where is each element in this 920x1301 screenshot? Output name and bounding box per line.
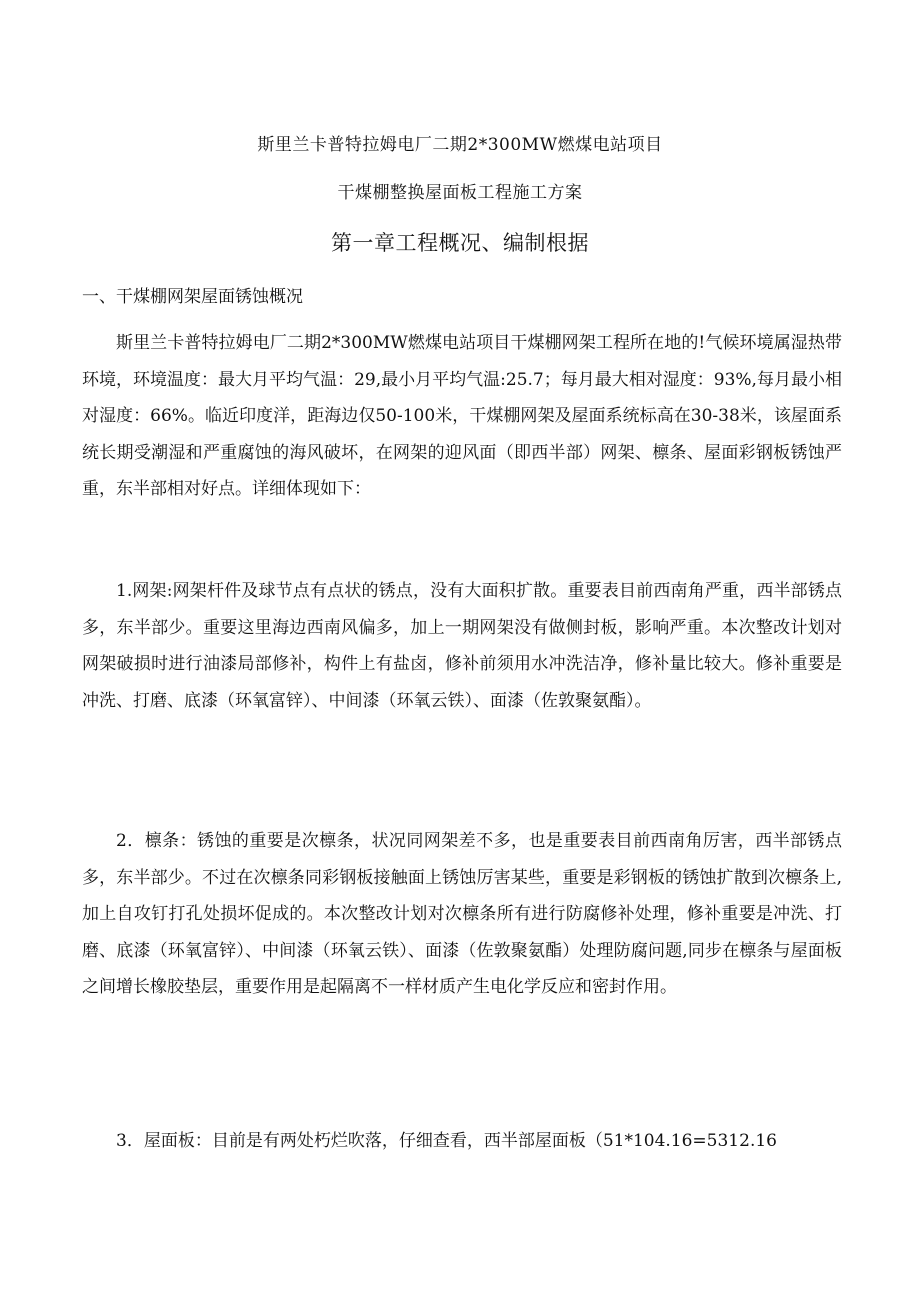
paragraph-purlins: 2．檩条：锈蚀的重要是次檩条，状况同网架差不多，也是重要表目前西南角厉害，西半部锈点多，东半部少。不过在次檩条同彩钢板接触面上锈蚀厉害某些，重要是彩钢板的锈蚀扩散到次檩条上,加上自攻钉打孔处损坏促成的。本次整改计划对次檩条所有进行防腐修补处理，修补重要是冲洗、打磨、底漆（环氧富锌）、中间漆（环氧云铁）、面漆（佐敦聚氨酯）处理防腐问题,同步在檩条与屋面板之间增长橡胶垫层，重要作用是起隔离不一样材质产生电化学反应和密封作用。 — [82, 831, 842, 997]
section-heading: 一、干煤棚网架屋面锈蚀概况 — [82, 287, 303, 307]
paragraph-overview: 斯里兰卡普特拉姆电厂二期2*300MW燃煤电站项目干煤棚网架工程所在地的!气候环境属湿热带环境，环境温度：最大月平均气温：29,最小月平均气温:25.7；每月最大相对湿度：93%,每月最小相对湿度：66%。临近印度洋，距海边仅50-100米，干煤棚网架及屋面系统标高在30-38米，该屋面系统长期受潮湿和严重腐蚀的海风破坏，在网架的迎风面（即西半部）网架、檩条、屋面彩钢板锈蚀严重，东半部相对好点。详细体现如下： — [82, 333, 842, 499]
paragraph-roof-panels: 3．屋面板：目前是有两处朽烂吹落，仔细查看，西半部屋面板（51*104.16=5312.16 — [116, 1131, 777, 1151]
document-title: 斯里兰卡普特拉姆电厂二期2*300MW燃煤电站项目 — [257, 135, 663, 155]
chapter-title: 第一章工程概况、编制根据 — [331, 231, 589, 255]
document-subtitle: 干煤棚整换屋面板工程施工方案 — [337, 183, 583, 203]
paragraph-grid-frame: 1.网架:网架杆件及球节点有点状的锈点，没有大面积扩散。重要表目前西南角严重，西半部锈点多，东半部少。重要这里海边西南风偏多，加上一期网架没有做侧封板，影响严重。本次整改计划对网架破损时进行油漆局部修补，构件上有盐卤，修补前须用水冲洗洁净，修补量比较大。修补重要是冲洗、打磨、底漆（环氧富锌）、中间漆（环氧云铁）、面漆（佐敦聚氨酯）。 — [82, 581, 842, 711]
